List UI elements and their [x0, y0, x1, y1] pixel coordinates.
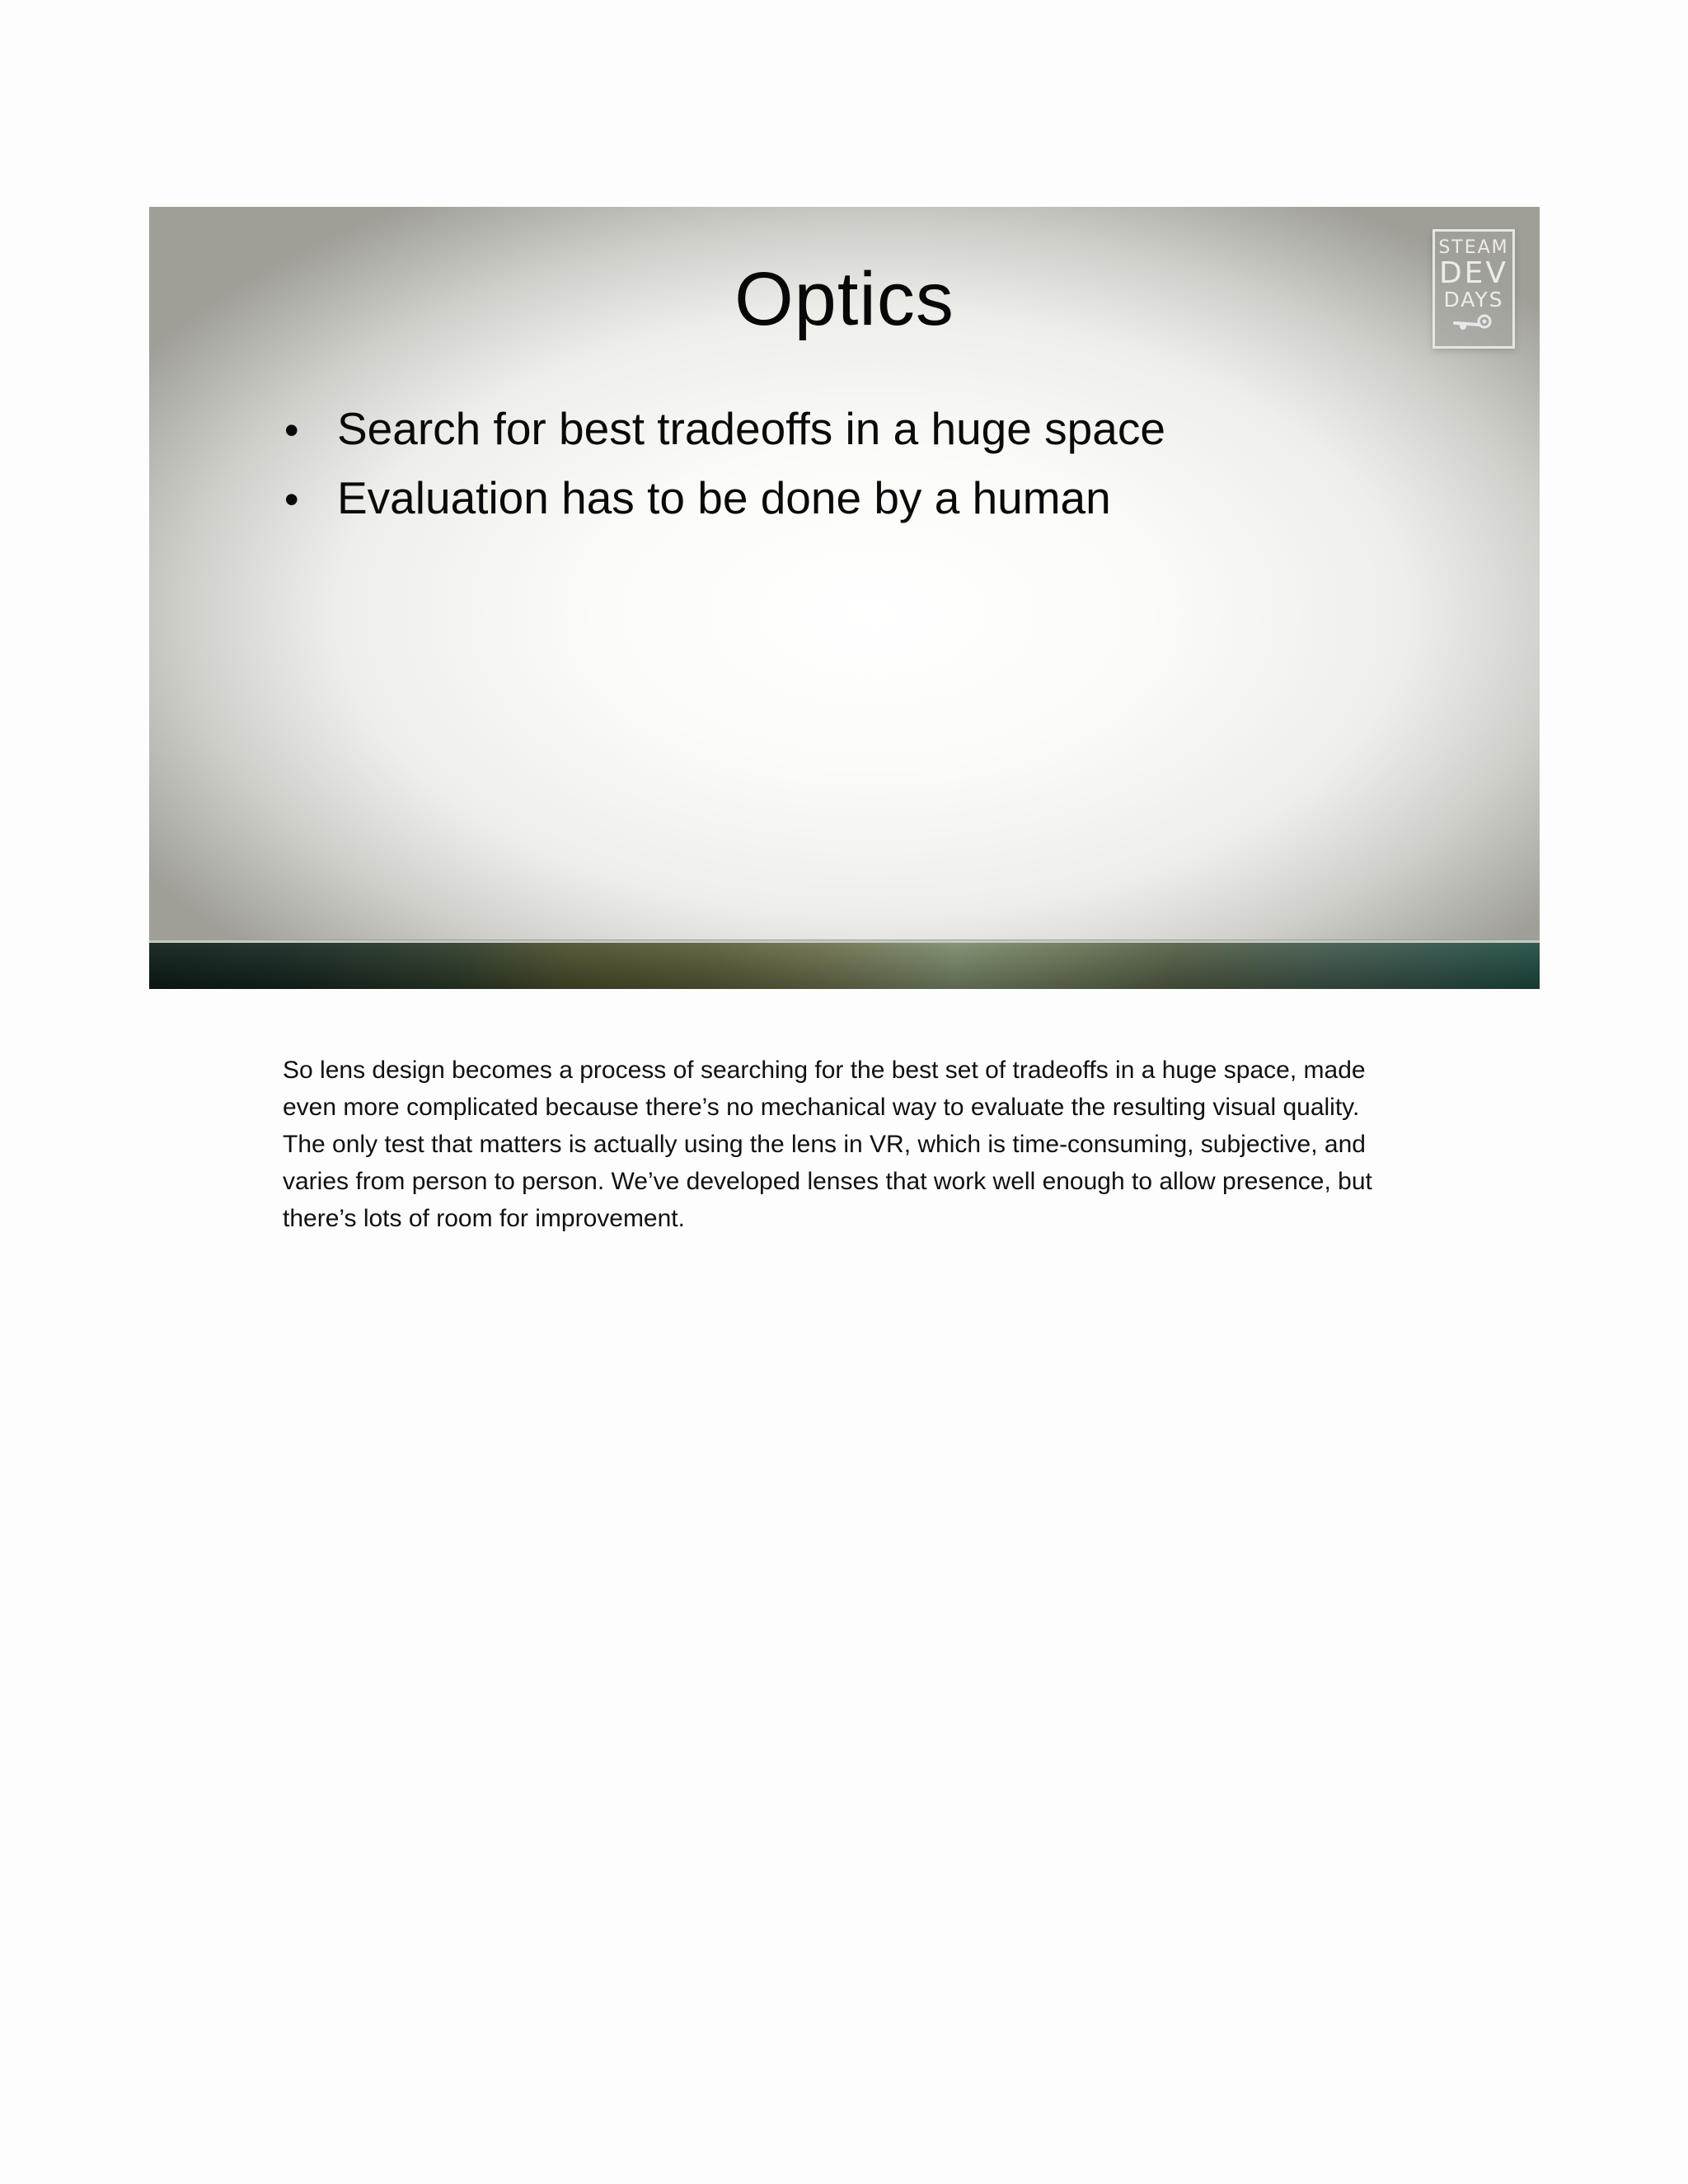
bullet-text: Search for best tradeoffs in a huge space	[337, 403, 1165, 454]
notes-line: The only test that matters is actually using the lens in VR, which is time-consuming, subjective, and	[283, 1131, 1366, 1158]
logo-text-days: DAYS	[1443, 288, 1504, 312]
slide-footer-band	[149, 943, 1540, 989]
notes-line: there’s lots of room for improvement.	[283, 1205, 685, 1232]
bullet-dot-icon: •	[284, 476, 299, 523]
steam-logo-icon	[1451, 314, 1496, 332]
slide-image	[149, 207, 1540, 989]
notes-line: varies from person to person. We’ve developed lenses that work well enough to allow presence, but	[283, 1168, 1372, 1195]
logo-text-steam: STEAM	[1438, 237, 1509, 258]
notes-line: So lens design becomes a process of searching for the best set of tradeoffs in a huge space, made	[283, 1057, 1366, 1084]
bullet-item	[284, 464, 1165, 533]
speaker-notes	[283, 1052, 1404, 1237]
slide-title: Optics	[734, 257, 954, 341]
bullet-list	[284, 395, 1165, 533]
notes-line: even more complicated because there’s no mechanical way to evaluate the resulting visual quality.	[283, 1094, 1360, 1121]
logo-text-dev: DEV	[1438, 256, 1509, 290]
bullet-text: Evaluation has to be done by a human	[337, 472, 1111, 523]
bullet-item	[284, 395, 1165, 464]
bullet-dot-icon: •	[284, 407, 299, 453]
steam-dev-days-logo	[1432, 229, 1515, 349]
